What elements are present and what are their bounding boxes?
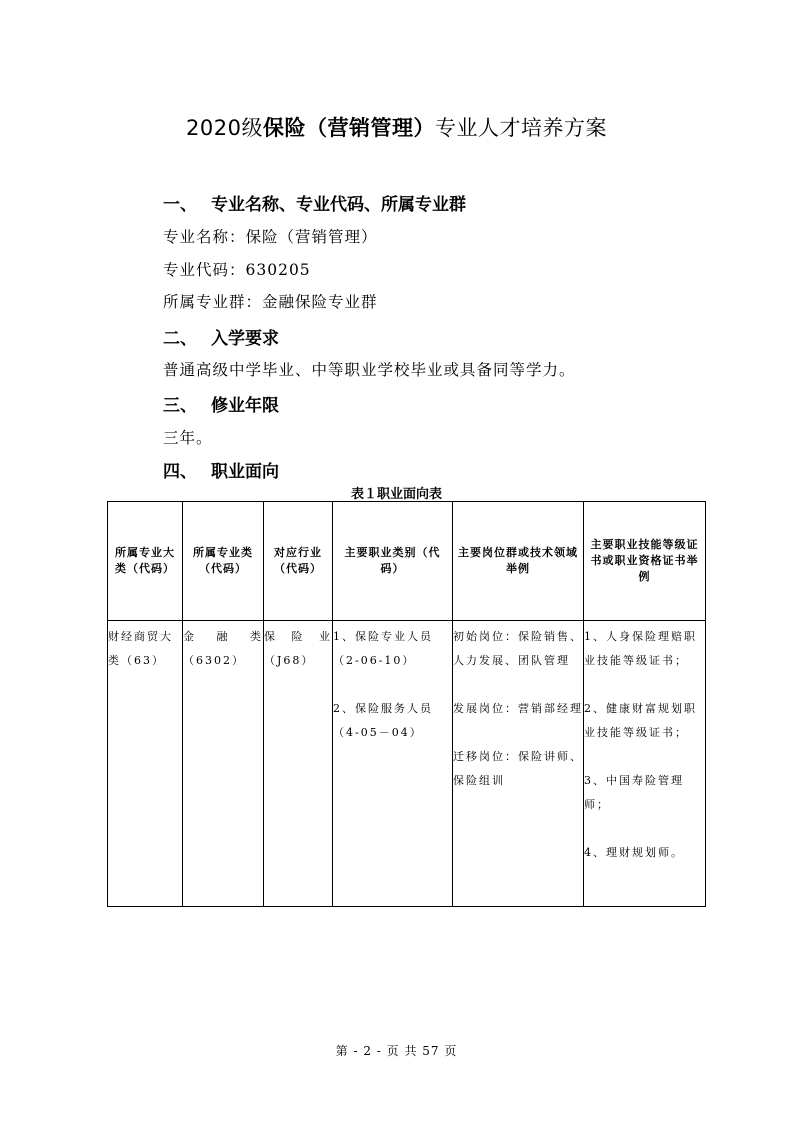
position-item: 发展岗位：营销部经理 xyxy=(453,702,583,715)
section-heading-3 xyxy=(163,391,279,416)
category-cell xyxy=(108,621,183,907)
certificate-item: 1、人身保险理赔职业技能等级证书； xyxy=(584,630,697,667)
header-cell: 主要职业类别（代码） xyxy=(333,502,453,621)
category-text: 财经商贸大类（63） xyxy=(108,630,173,667)
major-name-line: 专业名称：保险（营销管理） xyxy=(163,228,378,246)
section-number: 一、 xyxy=(163,195,197,215)
occupation-item: 1、保险专业人员（2-06-10） xyxy=(333,630,433,667)
section-heading-1 xyxy=(163,190,466,215)
industry-name: 保险业 xyxy=(264,630,332,643)
position-cell xyxy=(453,621,584,907)
document-title xyxy=(0,112,793,142)
position-item: 初始岗位：保险销售、人力发展、团队管理 xyxy=(453,630,583,667)
industry-cell xyxy=(264,621,333,907)
title-major: 保险（营销管理） xyxy=(262,116,435,140)
header-cell: 对应行业（代码） xyxy=(264,502,333,621)
section-number: 四、 xyxy=(163,462,197,482)
section-label: 专业名称、专业代码、所属专业群 xyxy=(211,195,466,215)
header-cell: 所属专业大类（代码） xyxy=(108,502,183,621)
certificate-cell xyxy=(584,621,706,907)
major-group-line: 所属专业群：金融保险专业群 xyxy=(163,293,378,311)
section-label: 修业年限 xyxy=(211,396,279,416)
section-number: 三、 xyxy=(163,396,197,416)
section-heading-2 xyxy=(163,324,279,349)
duration-text: 三年。 xyxy=(163,429,213,447)
class-code: （6302） xyxy=(183,654,245,667)
occupation-table xyxy=(107,501,706,907)
header-cell: 所属专业类（代码） xyxy=(183,502,264,621)
header-cell: 主要职业技能等级证书或职业资格证书举例 xyxy=(584,502,706,621)
section-label: 入学要求 xyxy=(211,329,279,349)
header-cell: 主要岗位群或技术领域举例 xyxy=(453,502,584,621)
title-year: 2020级 xyxy=(186,116,263,140)
certificate-item: 2、健康财富规划职业技能等级证书； xyxy=(584,702,697,739)
position-item: 迁移岗位：保险讲师、保险组训 xyxy=(453,750,583,787)
title-suffix: 专业人才培养方案 xyxy=(434,116,607,140)
table-caption: 表１职业面向表 xyxy=(350,487,442,502)
table-row xyxy=(108,621,706,907)
section-heading-4 xyxy=(163,457,279,482)
occupation-item: 2、保险服务人员（4-05－04） xyxy=(333,702,433,739)
occupation-cell xyxy=(333,621,453,907)
section-label: 职业面向 xyxy=(211,462,279,482)
class-name: 金融类 xyxy=(183,630,263,643)
class-cell xyxy=(183,621,264,907)
certificate-item: 4、理财规划师。 xyxy=(584,846,684,859)
section-number: 二、 xyxy=(163,329,197,349)
certificate-item: 3、中国寿险管理师； xyxy=(584,774,684,811)
industry-code: （J68） xyxy=(264,654,315,667)
major-code-line: 专业代码：630205 xyxy=(163,261,311,279)
admission-text: 普通高级中学毕业、中等职业学校毕业或具备同等学力。 xyxy=(163,361,576,379)
table-header-row xyxy=(108,502,706,621)
page-footer: 第 - 2 - 页 共 57 页 xyxy=(335,1044,458,1058)
